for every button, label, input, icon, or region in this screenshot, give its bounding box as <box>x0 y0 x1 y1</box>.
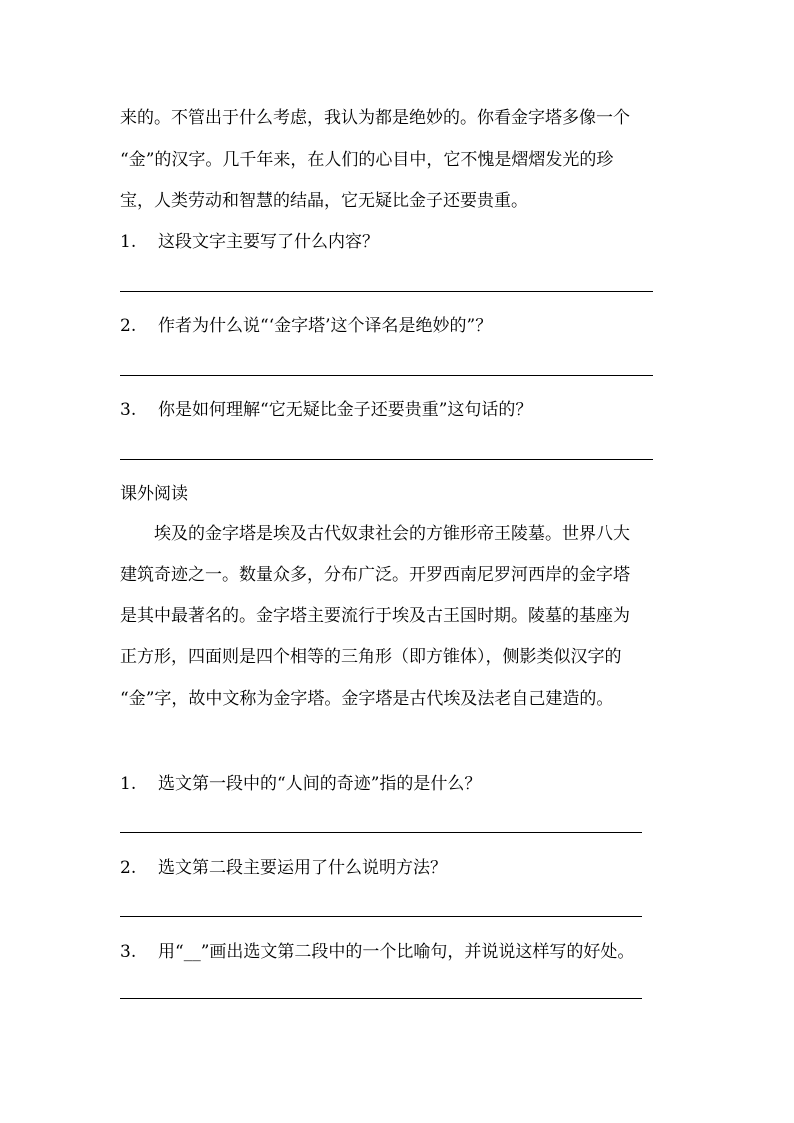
reading-line-4: 正方形，四面则是四个相等的三角形（即方锥体），侧影类似汉字的 <box>120 647 622 667</box>
answer-line-4[interactable] <box>120 832 642 833</box>
question-number: 1. <box>120 232 137 252</box>
question-text: 选文第一段中的“人间的奇迹”指的是什么？ <box>158 774 482 794</box>
reading-question-1 <box>120 772 481 796</box>
section-heading: 课外阅读 <box>120 484 188 504</box>
passage-line-1: 来的。不管出于什么考虑，我认为都是绝妙的。你看金字塔多像一个 <box>120 108 630 128</box>
question-3 <box>120 398 532 422</box>
reading-question-2 <box>120 856 447 880</box>
reading-line-5: “金”字，故中文称为金字塔。金字塔是古代埃及法老自己建造的。 <box>120 689 614 709</box>
answer-line-5[interactable] <box>120 916 642 917</box>
question-number: 3. <box>120 942 137 962</box>
passage-line-3: 宝，人类劳动和智慧的结晶，它无疑比金子还要贵重。 <box>120 191 528 211</box>
question-number: 1. <box>120 774 137 794</box>
question-number: 2. <box>120 316 137 336</box>
question-text: 作者为什么说“‘金字塔’这个译名是绝妙的”？ <box>158 316 493 336</box>
question-text: 用“__”画出选文第二段中的一个比喻句，并说说这样写的好处。 <box>158 942 635 962</box>
question-2 <box>120 314 492 338</box>
answer-line-1[interactable] <box>120 291 653 292</box>
question-text: 这段文字主要写了什么内容？ <box>158 232 379 252</box>
reading-question-3 <box>120 940 634 964</box>
answer-line-2[interactable] <box>120 375 653 376</box>
question-1 <box>120 230 379 254</box>
reading-line-3: 是其中最著名的。金字塔主要流行于埃及古王国时期。陵墓的基座为 <box>120 606 630 626</box>
answer-line-3[interactable] <box>120 459 653 460</box>
question-text: 选文第二段主要运用了什么说明方法？ <box>158 858 447 878</box>
question-number: 3. <box>120 400 137 420</box>
question-number: 2. <box>120 858 137 878</box>
reading-line-2: 建筑奇迹之一。数量众多，分布广泛。开罗西南尼罗河西岸的金字塔 <box>120 565 630 585</box>
question-text: 你是如何理解“它无疑比金子还要贵重”这句话的？ <box>158 400 533 420</box>
reading-line-1: 埃及的金字塔是埃及古代奴隶社会的方锥形帝王陵墓。世界八大 <box>120 524 630 544</box>
passage-line-2: “金”的汉字。几千年来，在人们的心目中，它不愧是熠熠发光的珍 <box>120 150 614 170</box>
answer-line-6[interactable] <box>120 998 642 999</box>
